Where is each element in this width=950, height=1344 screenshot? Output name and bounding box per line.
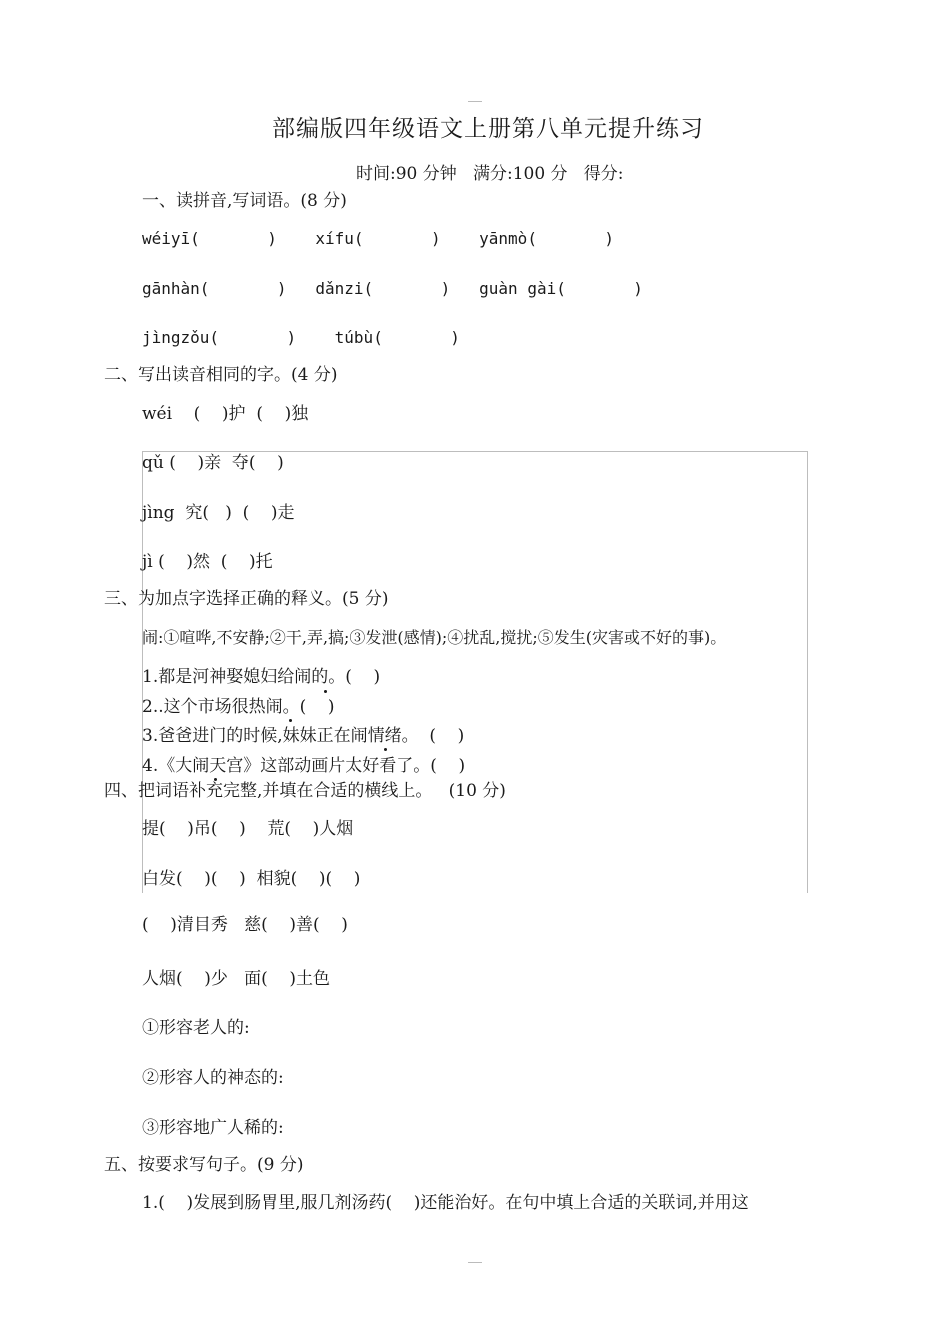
fill-line-expression: ②形容人的神态的:	[142, 1068, 284, 1088]
pinyin-row-1: wéiyī( ) xífu( ) yānmò( )	[142, 229, 615, 248]
section-5-heading: 五、按要求写句子。(9 分)	[104, 1155, 304, 1175]
homophone-row-1: wéi ( )护 ( )独	[142, 404, 309, 424]
section-2-heading: 二、写出读音相同的字。(4 分)	[104, 365, 338, 385]
top-page-mark	[468, 101, 482, 102]
question-item: 2..这个市场很热闹。( )	[142, 697, 335, 717]
exam-meta: 时间:90 分钟 满分:100 分 得分:	[356, 164, 624, 184]
sentence-item-1: 1.( )发展到肠胃里,服几剂汤药( )还能治好。在句中填上合适的关联词,并用这	[142, 1193, 749, 1213]
bottom-page-mark	[468, 1262, 482, 1263]
idiom-row-4: 人烟( )少 面( )土色	[142, 969, 330, 989]
section-1-heading: 一、读拼音,写词语。(8 分)	[142, 191, 347, 211]
fill-line-sparse: ③形容地广人稀的:	[142, 1118, 284, 1138]
homophone-row-4: jì ( )然 ( )托	[142, 552, 273, 572]
question-item: 4.《大闹天宫》这部动画片太好看了。( )	[142, 756, 466, 776]
idiom-row-3: ( )清目秀 慈( )善( )	[142, 915, 348, 935]
emphasis-dot	[384, 748, 387, 751]
fill-line-elderly: ①形容老人的:	[142, 1018, 250, 1038]
question-item: 3.爸爸进门的时候,妹妹正在闹情绪。 ( )	[142, 726, 465, 746]
definition-list: 闹:①喧哗,不安静;②干,弄,搞;③发泄(感情);④扰乱,搅扰;⑤发生(灾害或不好的事)。	[142, 628, 727, 647]
emphasis-dot	[324, 690, 327, 693]
pinyin-row-3: jìngzǒu( ) túbù( )	[142, 328, 460, 347]
homophone-row-3: jìng 究( ) ( )走	[142, 503, 295, 523]
idiom-row-2: 白发( )( ) 相貌( )( )	[142, 869, 361, 889]
homophone-row-2: qǔ ( )亲 夺( )	[142, 453, 284, 473]
page-title: 部编版四年级语文上册第八单元提升练习	[272, 116, 704, 142]
idiom-row-1: 提( )吊( ) 荒( )人烟	[142, 819, 354, 839]
section-3-heading: 三、为加点字选择正确的释义。(5 分)	[104, 589, 389, 609]
section-4-heading: 四、把词语补充完整,并填在合适的横线上。 (10 分)	[104, 781, 506, 801]
emphasis-dot	[289, 719, 292, 722]
question-item: 1.都是河神娶媳妇给闹的。( )	[142, 667, 381, 687]
pinyin-row-2: gānhàn( ) dǎnzi( ) guàn gài( )	[142, 279, 643, 298]
